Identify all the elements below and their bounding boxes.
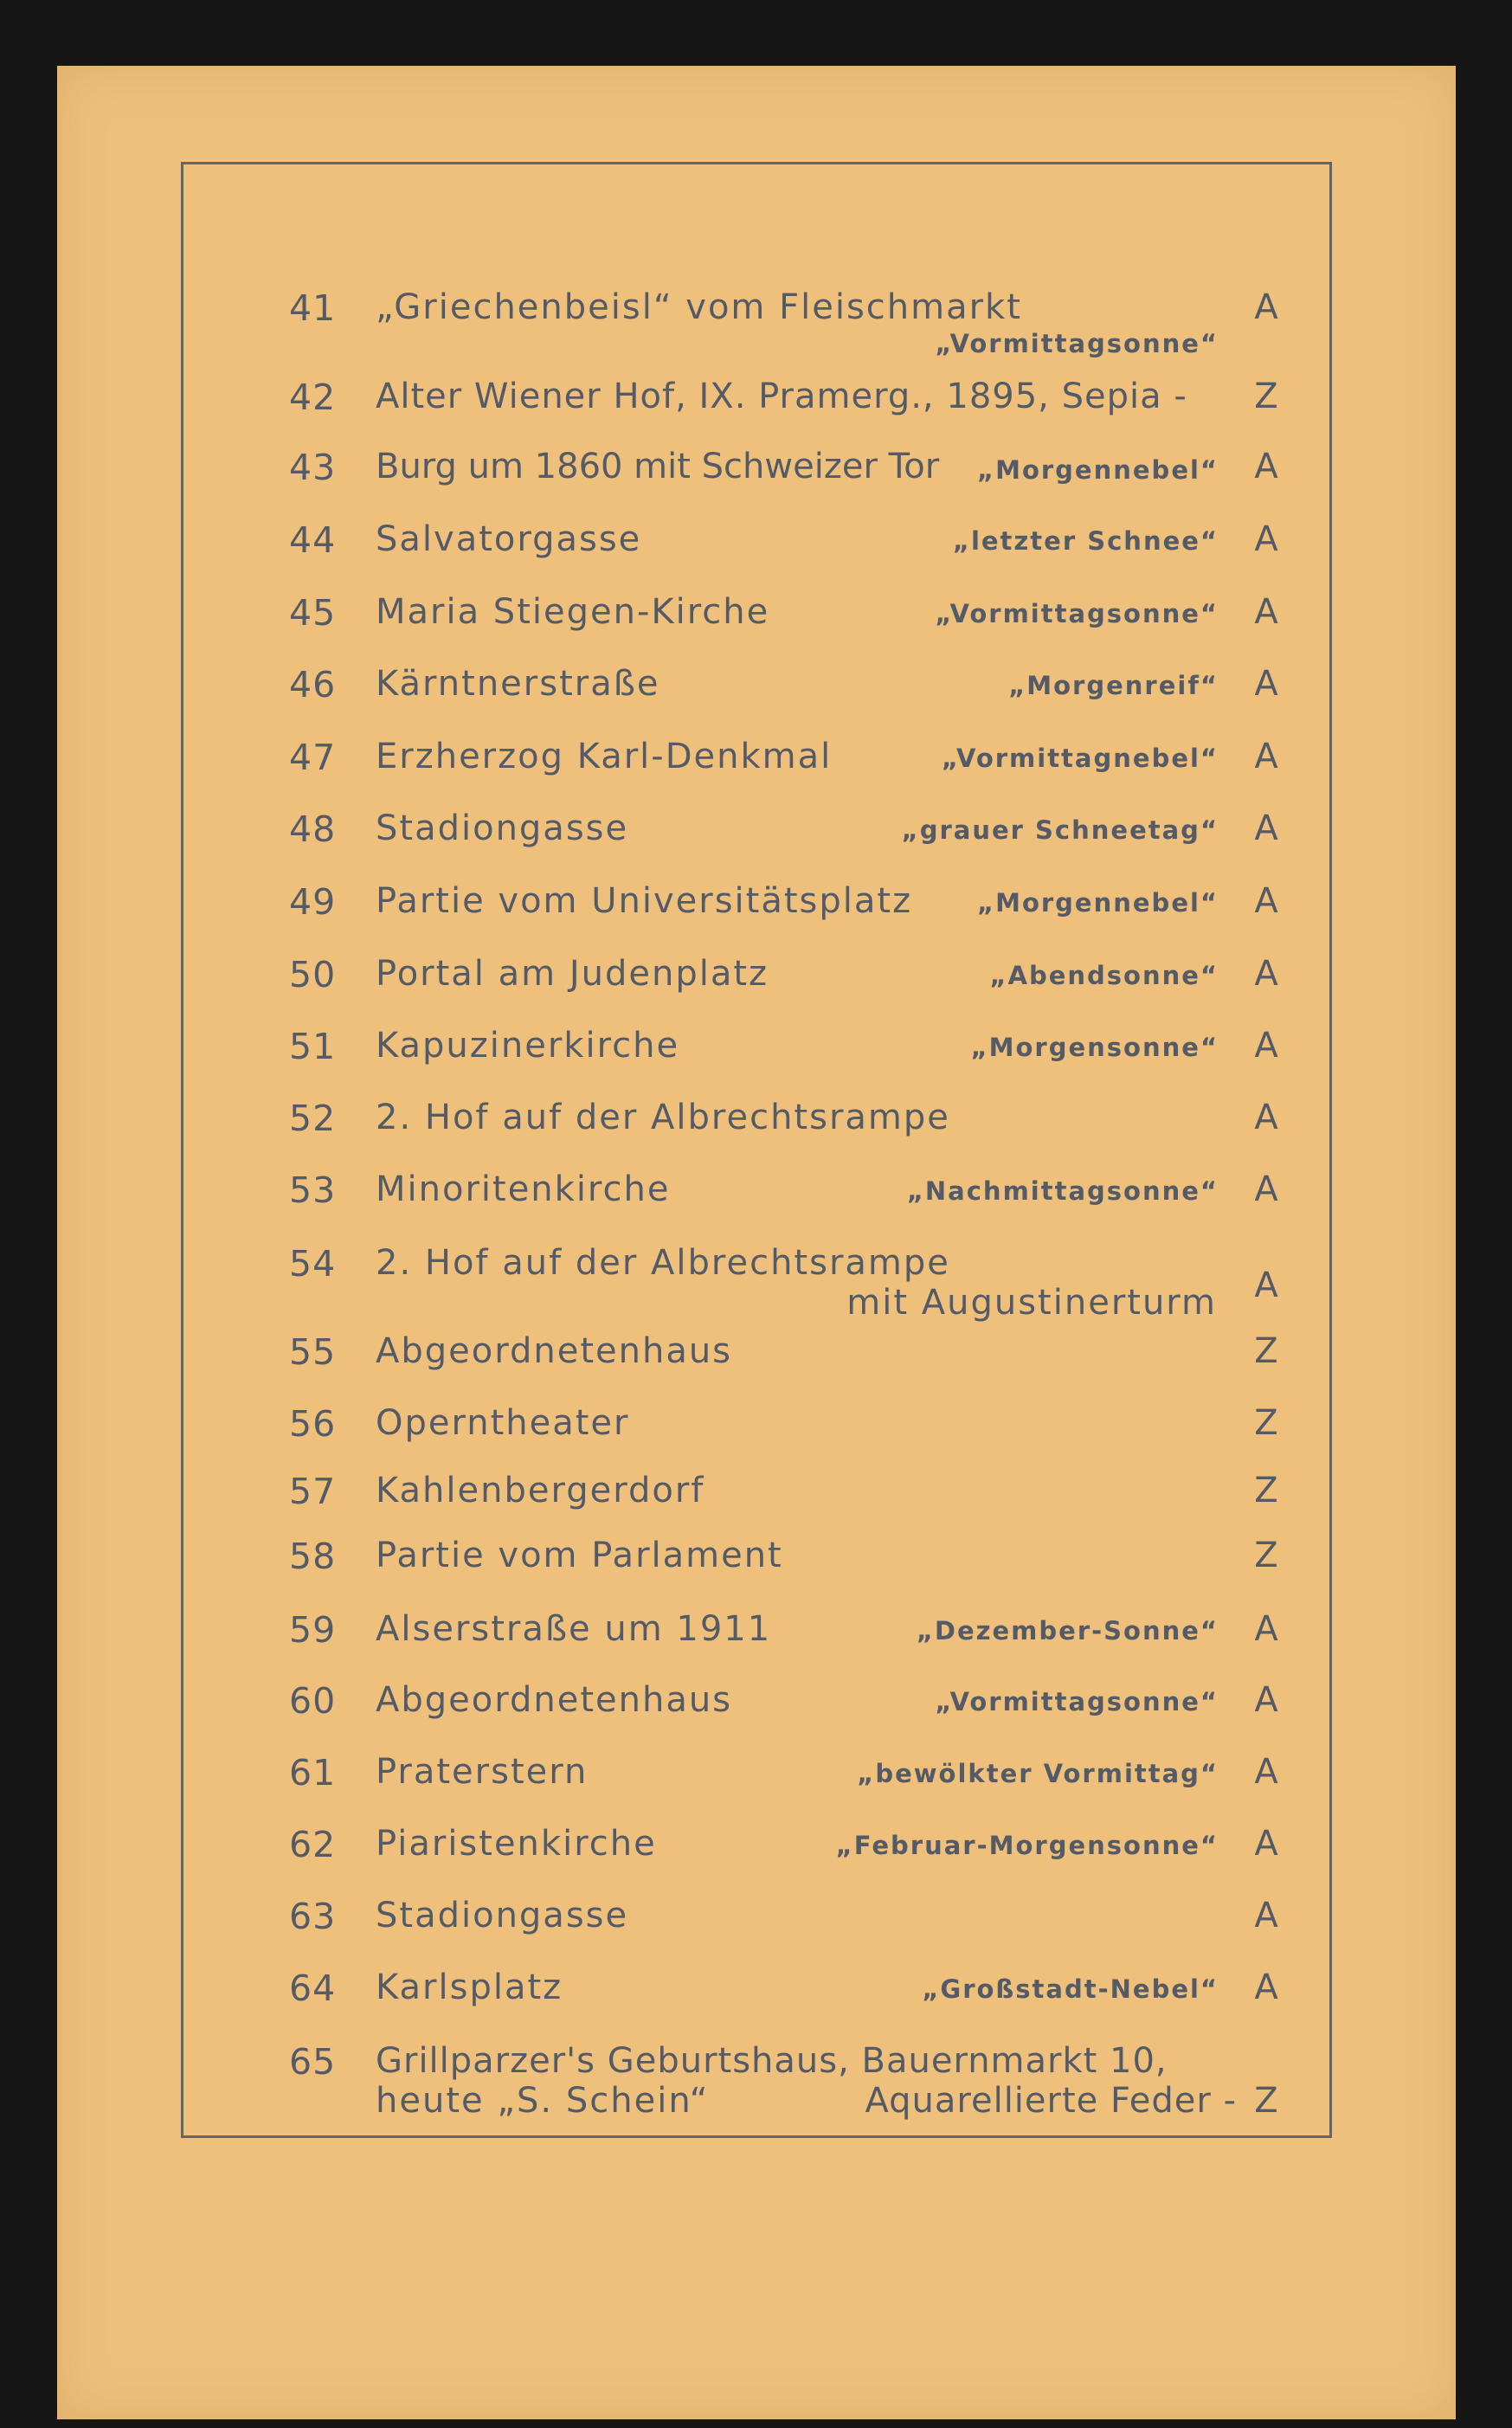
entry-title: Praterstern xyxy=(376,1752,589,1792)
entry-number: 56 xyxy=(289,1403,337,1445)
entry-title: 2. Hof auf der Albrechtsrampe xyxy=(376,1098,950,1137)
entry-number: 55 xyxy=(289,1331,337,1373)
entry-title: Minoritenkirche xyxy=(376,1169,671,1209)
entry-number: 61 xyxy=(289,1752,337,1794)
entry-title: Abgeordnetenhaus xyxy=(376,1680,733,1720)
entry-note: „Vormittagsonne“ xyxy=(935,329,1219,358)
entry-title: Stadiongasse xyxy=(376,1896,629,1935)
entry-class: Z xyxy=(1254,377,1278,416)
entry-number: 64 xyxy=(289,1968,337,2009)
entry-title: Salvatorgasse xyxy=(376,519,642,559)
entry-class: A xyxy=(1254,287,1278,327)
entry-class: Z xyxy=(1254,2081,1278,2121)
entry-number: 45 xyxy=(289,592,337,634)
entry-class: Z xyxy=(1254,1403,1278,1443)
entry-class: A xyxy=(1254,664,1278,704)
entry-note: „Vormittagsonne“ xyxy=(935,599,1219,628)
entry-title: Piaristenkirche xyxy=(376,1824,657,1864)
entry-note: „Nachmittagsonne“ xyxy=(906,1176,1219,1206)
entry-class: A xyxy=(1254,447,1278,486)
entry-note: „Vormittagsonne“ xyxy=(935,1687,1219,1716)
entry-title: Alserstraße um 1911 xyxy=(376,1609,772,1649)
entry-number: 44 xyxy=(289,519,337,561)
entry-number: 41 xyxy=(289,287,337,329)
entry-class: A xyxy=(1254,881,1278,921)
entry-title: Partie vom Universitätsplatz xyxy=(376,881,913,921)
entry-class: A xyxy=(1254,1896,1278,1935)
entry-class: A xyxy=(1254,1609,1278,1649)
entry-title: Alter Wiener Hof, IX. Pramerg., 1895, Sepia - xyxy=(376,377,1187,416)
entry-class: A xyxy=(1254,1824,1278,1864)
entry-title: Grillparzer's Geburtshaus, Bauernmarkt 10, xyxy=(376,2041,1168,2081)
entry-title: Kapuzinerkirche xyxy=(376,1026,680,1066)
entry-note: „Dezember-Sonne“ xyxy=(916,1616,1219,1646)
entry-number: 52 xyxy=(289,1098,337,1139)
entry-title: Maria Stiegen-Kirche xyxy=(376,592,770,632)
entry-class: Z xyxy=(1254,1471,1278,1510)
entry-number: 48 xyxy=(289,808,337,850)
entry-class: Z xyxy=(1254,1331,1278,1371)
entry-number: 43 xyxy=(289,447,337,488)
entry-class: A xyxy=(1254,1026,1278,1066)
entry-number: 58 xyxy=(289,1536,337,1577)
entry-number: 54 xyxy=(289,1243,337,1285)
entry-number: 49 xyxy=(289,881,337,923)
entry-class: A xyxy=(1254,808,1278,848)
entry-class: A xyxy=(1254,1266,1278,1305)
entry-number: 65 xyxy=(289,2041,337,2083)
entry-class: A xyxy=(1254,954,1278,994)
entry-note: „Morgenreif“ xyxy=(1008,671,1219,700)
entry-title: Partie vom Parlament xyxy=(376,1536,783,1575)
entry-number: 42 xyxy=(289,377,337,418)
entry-note: „Vormittagnebel“ xyxy=(941,744,1219,773)
entry-class: A xyxy=(1254,1680,1278,1720)
entry-number: 46 xyxy=(289,664,337,705)
entry-title: 2. Hof auf der Albrechtsrampe xyxy=(376,1243,950,1283)
entry-class: A xyxy=(1254,592,1278,632)
entry-class: A xyxy=(1254,1169,1278,1209)
entry-subtitle-left: heute „S. Schein“ xyxy=(376,2081,710,2121)
entry-title: Operntheater xyxy=(376,1403,630,1443)
entry-title: Kärntnerstraße xyxy=(376,664,660,704)
entry-number: 62 xyxy=(289,1824,337,1865)
entry-number: 59 xyxy=(289,1609,337,1651)
entry-number: 47 xyxy=(289,737,337,778)
entry-note: „Abendsonne“ xyxy=(989,961,1219,990)
entry-number: 63 xyxy=(289,1896,337,1937)
entry-title: Karlsplatz xyxy=(376,1968,563,2007)
entry-note: „letzter Schnee“ xyxy=(952,526,1219,556)
entry-note: „Morgensonne“ xyxy=(970,1033,1219,1062)
entry-number: 51 xyxy=(289,1026,337,1067)
entry-number: 60 xyxy=(289,1680,337,1722)
entry-number: 50 xyxy=(289,954,337,995)
entry-note: „Großstadt-Nebel“ xyxy=(922,1974,1219,2004)
entry-number: 53 xyxy=(289,1169,337,1211)
entry-title: Portal am Judenplatz xyxy=(376,954,769,994)
entry-title: Abgeordnetenhaus xyxy=(376,1331,733,1371)
entry-class: A xyxy=(1254,737,1278,776)
entry-note: „Morgennebel“ xyxy=(977,455,1219,485)
entry-title: „Griechenbeisl“ vom Fleischmarkt xyxy=(376,287,1022,327)
entry-number: 57 xyxy=(289,1471,337,1512)
entry-title: Stadiongasse xyxy=(376,808,629,848)
entry-subtitle-right: Aquarellierte Feder - xyxy=(865,2081,1237,2121)
entry-class: A xyxy=(1254,1752,1278,1792)
entry-class: A xyxy=(1254,519,1278,559)
entry-title: Kahlenbergerdorf xyxy=(376,1471,705,1510)
entry-title: Burg um 1860 mit Schweizer Tor xyxy=(376,447,940,486)
entry-class: A xyxy=(1254,1098,1278,1137)
entry-note: „Februar-Morgensonne“ xyxy=(835,1831,1219,1860)
entry-subtitle: mit Augustinerturm xyxy=(846,1283,1217,1323)
entry-note: „Morgennebel“ xyxy=(977,888,1219,918)
entry-class: A xyxy=(1254,1968,1278,2007)
entry-note: „bewölkter Vormittag“ xyxy=(857,1759,1219,1788)
entry-note: „grauer Schneetag“ xyxy=(901,815,1219,845)
entry-title: Erzherzog Karl-Denkmal xyxy=(376,737,833,776)
entry-class: Z xyxy=(1254,1536,1278,1575)
